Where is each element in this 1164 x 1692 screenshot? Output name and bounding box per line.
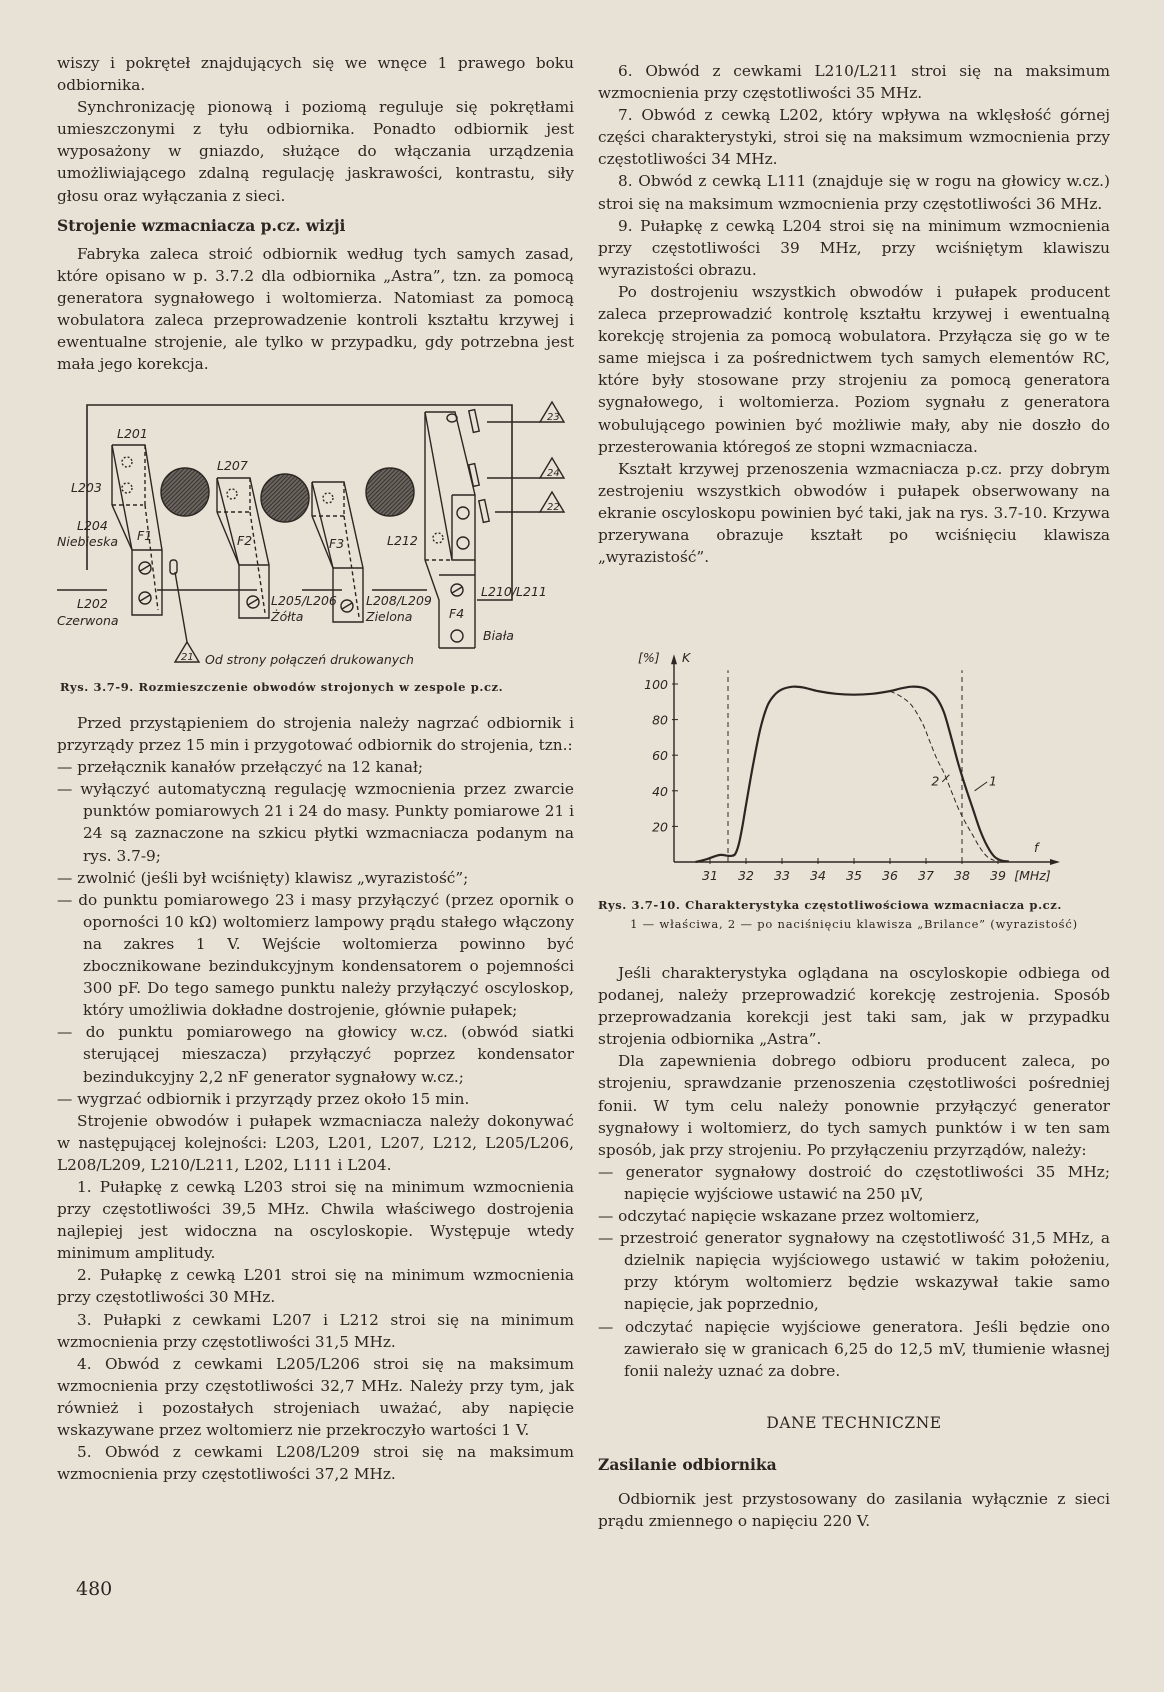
paragraph: Odbiornik jest przystosowany do zasilania wyłącznie z sieci prądu zmiennego o napięciu 220 V. [598, 1489, 1110, 1531]
test-point-22: 22 [547, 502, 560, 513]
series-line-2 [890, 691, 994, 860]
y-tick-label: 80 [652, 712, 668, 728]
paragraph: wiszy i pokręteł znajdujących się we wnęce 1 prawego boku odbiornika. [57, 54, 574, 95]
paragraph: Jeśli charakterystyka oglądana na oscyloskopie odbiega od podanej, należy przeprowadzić korekcję zestrojenia. Sposób przeprowadzania korekcji jest taki sam, jak w przypadku strojenia odbiornika „Astra”. [598, 964, 1110, 1049]
y-tick-label: 100 [644, 677, 668, 692]
figure-circuit-diagram [57, 400, 572, 672]
label-f2: F2 [237, 533, 253, 548]
step: 7. Obwód z cewką L202, który wpływa na wklęsłość górnej części charakterystyki, stroi się na maksimum wzmocnienia przy częstotliwości 34 MHz. [598, 106, 1110, 169]
label-l212: L212 [387, 533, 418, 548]
step: 6. Obwód z cewkami L210/L211 stroi się na maksimum wzmocnienia przy częstotliwości 35 MHz. [598, 62, 1110, 103]
y-tick-label: 60 [652, 748, 668, 764]
series-label-1-leader [975, 782, 988, 791]
section-heading: Zasilanie odbiornika [598, 1454, 777, 1474]
step: 1. Pułapkę z cewką L203 stroi się na minimum wzmocnienia przy częstotliwości 39,5 MHz. Chwila właściwego dostrojenia najlepiej jest widoczna na oscyloskopie. Występuje wtedy minimum amplitudy. [57, 1177, 574, 1263]
step: 2. Pułapkę z cewką L201 stroi się na minimum wzmocnienia przy częstotliwości 30 MHz. [57, 1266, 574, 1307]
label-f1: F1 [137, 528, 153, 543]
paragraph: Przed przystąpieniem do strojenia należy nagrzać odbiornik i przyrządy przez 15 min i przygotować odbiornik do strojenia, tzn.: [57, 714, 574, 755]
x-tick-label: 38 [954, 868, 970, 883]
knob-2 [261, 474, 309, 522]
list-item: — zwolnić (jeśli był wciśnięty) klawisz „wyrazistość”; [57, 868, 469, 887]
label-l201: L201 [117, 426, 148, 441]
label-l203: L203 [71, 480, 102, 495]
list-item: — generator sygnałowy dostroić do częstotliwości 35 MHz; napięcie wyjściowe ustawić na 250 μV, [598, 1162, 1110, 1203]
list-item: — odczytać napięcie wskazane przez woltomierz, [598, 1207, 980, 1226]
label-l208-l209: L208/L209 [366, 593, 432, 608]
label-niebieska: Niebieska [57, 534, 119, 549]
x-tick-label: 36 [882, 868, 898, 883]
step: 3. Pułapki z cewkami L207 i L212 stroi się na minimum wzmocnienia przy częstotliwości 31,5 MHz. [57, 1310, 574, 1351]
list-item: — odczytać napięcie wyjściowe generatora. Jeśli będzie ono zawierało się w granicach 6,25 do 12,5 mV, tłumienie własnej fonii należy uznać za dobre. [598, 1317, 1110, 1380]
label-f4: F4 [449, 606, 465, 621]
series-label-2-leader [942, 775, 949, 782]
test-point-21: 21 [181, 652, 194, 663]
step: 5. Obwód z cewkami L208/L209 stroi się na maksimum wzmocnienia przy częstotliwości 37,2 MHz. [57, 1443, 574, 1484]
label-print-side-note: Od strony połączeń drukowanych [205, 652, 414, 667]
right-column-bottom [598, 962, 1110, 1532]
x-tick-label: 37 [918, 868, 934, 883]
label-l205-l206: L205/L206 [271, 593, 337, 608]
y-tick-label: 40 [652, 783, 668, 799]
label-l210-l211: L210/L211 [481, 584, 547, 599]
list-item: — przełącznik kanałów przełączyć na 12 kanał; [57, 758, 424, 777]
label-czerwona: Czerwona [57, 613, 119, 628]
prep-list [57, 756, 574, 1110]
figure-caption-sub: 1 — właściwa, 2 — po naciśnięciu klawisza „Brilance” (wyrazistość) [630, 917, 1078, 931]
tp21-pointer [170, 560, 199, 662]
paragraph: Kształt krzywej przenoszenia wzmacniacza p.cz. przy dobrym zestrojeniu wszystkich obwodów i pułapek obserwowany na ekranie oscyloskopu powinien być taki, jak na rys. 3.7-10. Krzywa przerywana obrazuje kształt po wciśnięciu klawisza „wyrazistość”. [598, 459, 1110, 567]
test-point-23: 23 [547, 412, 560, 423]
left-column-bottom [57, 712, 574, 1485]
figure-caption-3-7-10: Rys. 3.7-10. Charakterystyka częstotliwościowa wzmacniacza p.cz. [598, 898, 1063, 912]
y-axis-name: K [682, 650, 691, 666]
label-biala: Biała [483, 628, 514, 643]
list-item: — do punktu pomiarowego 23 i masy przyłączyć (przez opornik o oporności 10 kΩ) woltomierz lampowy prądu stałego włączony na zakres 1 V. Wejście woltomierza powinno być zbocznikowane bezindukcyjnym kondensatorem o pojemności 300 pF. Do tego samego punktu należy przyłączyć oscyloskop, który umożliwia dokładne dostrojenie, głównie pułapek; [57, 890, 574, 1020]
series-line-1 [696, 687, 1009, 862]
y-axis-arrow [671, 654, 677, 664]
list-item: — wygrzać odbiornik i przyrządy przez około 15 min. [57, 1089, 470, 1108]
x-axis-arrow [1050, 859, 1060, 865]
label-l202: L202 [77, 596, 108, 611]
x-tick-label: 34 [810, 868, 826, 883]
label-zielona: Zielona [366, 609, 413, 624]
step: 4. Obwód z cewkami L205/L206 stroi się na maksimum wzmocnienia przy częstotliwości 32,7 MHz. Należy przy tym, jak również i pozostałych strojeniach uważać, aby napięcie wskazywane przez woltomierz nie przekroczyło wartości 1 V. [57, 1354, 574, 1439]
series-label-1: 1 [989, 773, 997, 789]
step: 9. Pułapkę z cewką L204 stroi się na minimum wzmocnienia przy częstotliwości 39 MHz, przy wciśniętym klawiszu wyrazistości obrazu. [598, 216, 1110, 279]
y-unit-label: [%] [638, 650, 660, 666]
knob-1 [161, 468, 209, 516]
x-unit-label: [MHz] [1014, 868, 1051, 883]
right-column-top [598, 60, 1110, 568]
frequency-response-chart [600, 640, 1080, 890]
left-column-top [57, 52, 574, 375]
label-l204: L204 [77, 518, 108, 533]
label-l207: L207 [217, 458, 248, 473]
paragraph: Fabryka zaleca stroić odbiornik według tych samych zasad, które opisano w p. 3.7.2 dla odbiornika „Astra”, tzn. za pomocą generatora sygnałowego i woltomierza. Natomiast za pomocą wobulatora zaleca przeprowadzenie kontroli kształtu krzywej i ewentualne strojenie, ale tylko w przypadku, gdy potrzebna jest mała jego korekcja. [57, 244, 574, 374]
series-label-2: 2 [931, 773, 940, 789]
label-zolta: Żółta [271, 609, 304, 624]
x-tick-label: 39 [990, 868, 1006, 883]
x-tick-label: 33 [774, 868, 790, 883]
x-tick-label: 35 [846, 868, 862, 883]
step: 8. Obwód z cewką L111 (znajduje się w rogu na głowicy w.cz.) stroi się na maksimum wzmocnienia przy częstotliwości 36 MHz. [598, 172, 1110, 213]
section-title: DANE TECHNICZNE [766, 1413, 942, 1432]
knob-3 [366, 468, 414, 516]
paragraph: Po dostrojeniu wszystkich obwodów i pułapek producent zaleca przeprowadzić kontrolę kształtu krzywej i ewentualną korekcję strojenia za pomocą wobulatora. Przyłącza się go w te same miejsca i za pośrednictwem tych samych elementów RC, które były stosowane przy strojeniu za pomocą generatora sygnałowego, i woltomierza. Poziom sygnału z generatora wobulującego powinien być możliwie mały, aby nie doszło do przesterowania któregoś ze stopni wzmacniacza. [598, 282, 1110, 456]
x-tick-label: 32 [738, 868, 754, 883]
paragraph: Strojenie obwodów i pułapek wzmacniacza należy dokonywać w następującej kolejności: L203, L201, L207, L212, L205/L206, L208/L209, L210/L211, L202, L111 i L204. [57, 1111, 574, 1174]
page-number: 480 [76, 1578, 113, 1600]
list-item: — wyłączyć automatyczną regulację wzmocnienia przez zwarcie punktów pomiarowych 21 i 24 do masy. Punkty pomiarowe 21 i 24 są zaznaczone na szkicu płytki wzmacniacza podanym na rys. 3.7-9; [57, 780, 574, 865]
list-item: — przestroić generator sygnałowy na częstotliwość 31,5 MHz, a dzielnik napięcia wyjściowego ustawić w takim położeniu, przy którym woltomierz będzie wskazywał takie samo napięcie, jak poprzednio, [598, 1229, 1110, 1314]
y-tick-label: 20 [652, 819, 668, 835]
paragraph: Synchronizację pionową i poziomą reguluje się pokrętłami umieszczonymi z tyłu odbiornika. Ponadto odbiornik jest wyposażony w gniazdo, służące do włączania urządzenia umożliwiającego zdalną regulację jaskrawości, kontrastu, siły głosu oraz wyłączania z sieci. [57, 98, 574, 205]
list-item: — do punktu pomiarowego na głowicy w.cz. (obwód siatki sterującej mieszacza) przyłączyć poprzez kondensator bezindukcyjny 2,2 nF generator sygnałowy w.cz.; [57, 1023, 574, 1086]
figure-caption-3-7-9: Rys. 3.7-9. Rozmieszczenie obwodów strojonych w zespole p.cz. [60, 680, 504, 694]
test-point-24: 24 [547, 468, 560, 479]
section-heading: Strojenie wzmacniacza p.cz. wizji [57, 215, 346, 235]
x-tick-label: 31 [702, 868, 718, 883]
x-axis-name: f [1034, 840, 1039, 855]
label-f3: F3 [329, 536, 345, 551]
paragraph: Dla zapewnienia dobrego odbioru producent zaleca, po strojeniu, sprawdzanie przenoszenia częstotliwości pośredniej fonii. W tym celu należy ponownie przyłączyć generator sygnałowy i woltomierz, do tych samych punktów i w ten sam sposób, jak przy strojeniu. Po przyłączeniu przyrządów, należy: [598, 1052, 1110, 1159]
